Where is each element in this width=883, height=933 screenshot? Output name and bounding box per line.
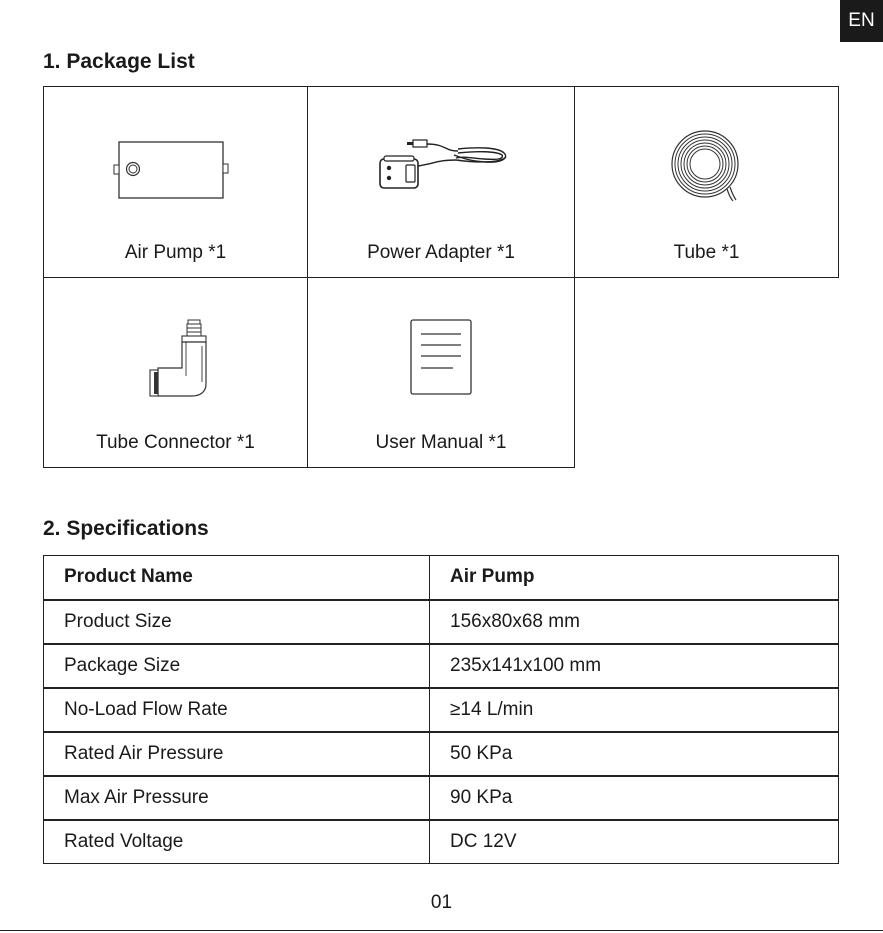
table-row [44,644,839,688]
spec-key: Product Size [44,600,430,644]
table-row [44,732,839,776]
table-row [44,820,839,864]
package-list-grid [43,86,839,468]
spec-value: DC 12V [430,820,839,864]
spec-value: 50 KPa [430,732,839,776]
spec-value: 156x80x68 mm [430,600,839,644]
package-item-air-pump [43,86,308,278]
specifications-title: 2. Specifications [43,517,209,540]
power-adapter-icon [366,133,516,203]
spec-key: Rated Voltage [44,820,430,864]
bottom-divider [0,930,883,931]
package-item-power-adapter [307,86,575,278]
spec-key: Package Size [44,644,430,688]
spec-value: Air Pump [430,556,839,600]
table-row [44,600,839,644]
air-pump-icon [112,137,240,207]
tube-coil-icon [667,127,747,207]
table-row [44,688,839,732]
tube-connector-icon [136,318,216,400]
specifications-table [43,555,839,864]
table-row [44,776,839,820]
package-list-title: 1. Package List [43,50,195,73]
spec-value: 90 KPa [430,776,839,820]
package-item-label: User Manual *1 [375,432,507,453]
table-row [44,556,839,600]
package-item-tube-connector [43,277,308,468]
package-item-label: Tube Connector *1 [96,432,255,453]
spec-value: 235x141x100 mm [430,644,839,688]
page-number: 01 [430,892,453,913]
spec-key: Product Name [44,556,430,600]
package-item-user-manual [307,277,575,468]
language-tab: EN [840,0,883,42]
spec-key: Max Air Pressure [44,776,430,820]
package-item-tube [574,86,839,278]
package-item-label: Air Pump *1 [124,242,227,263]
package-item-label: Tube *1 [673,242,740,263]
spec-key: Rated Air Pressure [44,732,430,776]
user-manual-icon [409,318,473,396]
package-item-label: Power Adapter *1 [367,242,515,263]
spec-key: No-Load Flow Rate [44,688,430,732]
spec-value: ≥14 L/min [430,688,839,732]
